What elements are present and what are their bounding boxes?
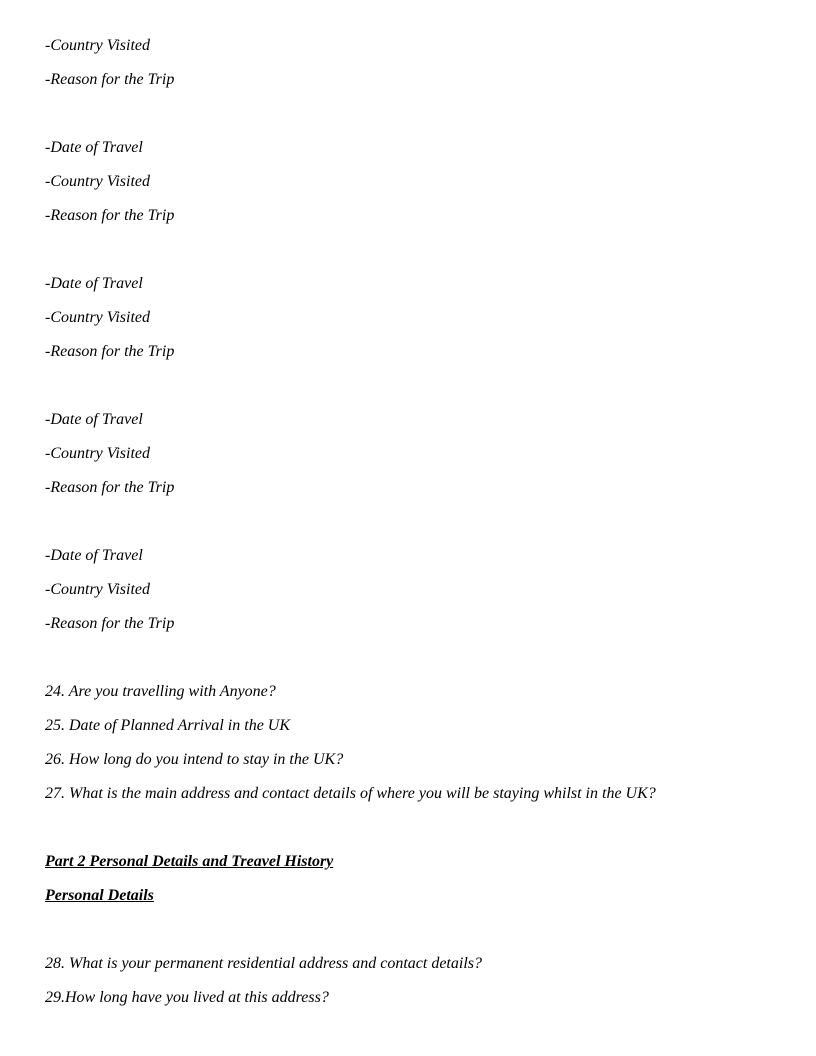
trip-4-date: -Date of Travel (45, 411, 143, 428)
trip-5-reason: -Reason for the Trip (45, 615, 175, 632)
trip-3-country: -Country Visited (45, 309, 151, 326)
trip-5-date: -Date of Travel (45, 547, 143, 564)
trip-1-reason: -Reason for the Trip (45, 71, 175, 88)
spacer (45, 104, 785, 138)
question-26: 26. How long do you intend to stay in the UK? (45, 751, 344, 768)
trip-3-reason: -Reason for the Trip (45, 343, 175, 360)
spacer (45, 648, 785, 682)
document-page (45, 36, 785, 1022)
question-27: 27. What is the main address and contact details of where you will be staying whilst in the UK? (45, 785, 656, 802)
question-24: 24. Are you travelling with Anyone? (45, 683, 276, 700)
blank-underscore-line (45, 920, 785, 940)
spacer (45, 240, 785, 274)
spacer (45, 376, 785, 410)
trip-4-country: -Country Visited (45, 445, 151, 462)
trip-2-date: -Date of Travel (45, 139, 143, 156)
spacer (45, 512, 785, 546)
question-28: 28. What is your permanent residential address and contact details? (45, 955, 482, 972)
personal-details-heading: Personal Details (45, 887, 154, 904)
question-29: 29.How long have you lived at this address? (45, 989, 329, 1006)
trip-3-date: -Date of Travel (45, 275, 143, 292)
trip-5-country: -Country Visited (45, 581, 151, 598)
trip-2-reason: -Reason for the Trip (45, 207, 175, 224)
part-2-heading: Part 2 Personal Details and Treavel History (45, 853, 334, 870)
trip-4-reason: -Reason for the Trip (45, 479, 175, 496)
trip-2-country: -Country Visited (45, 173, 151, 190)
question-25: 25. Date of Planned Arrival in the UK (45, 717, 291, 734)
spacer (45, 818, 785, 852)
trip-1-country: -Country Visited (45, 37, 151, 54)
